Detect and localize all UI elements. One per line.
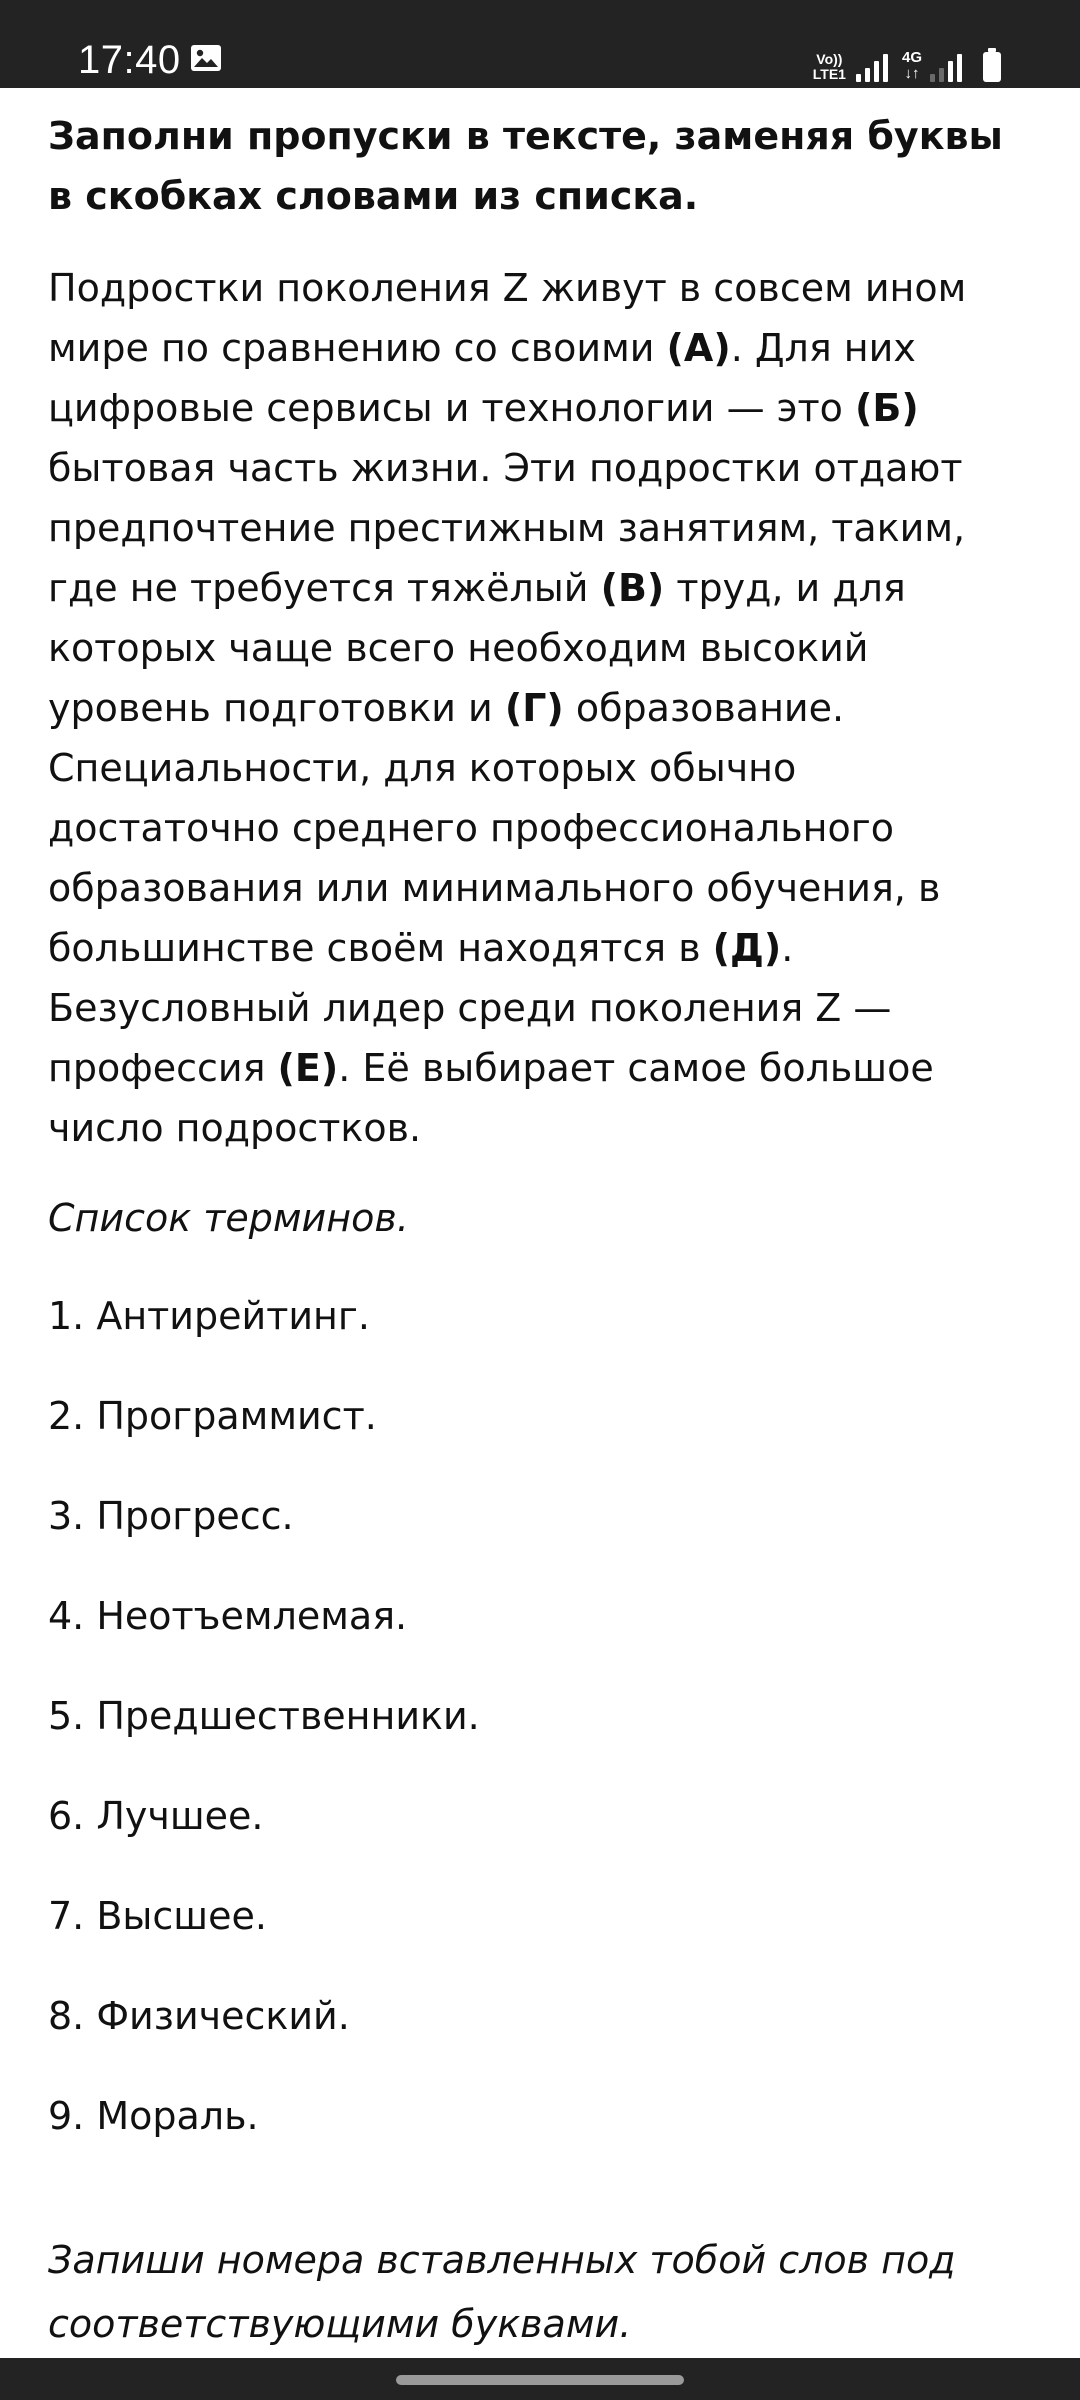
terms-list-title: Список терминов. xyxy=(48,1196,409,1240)
task-text xyxy=(48,258,1038,1158)
text-segment: Подростки поколения Z живут в совсем ином мире по сравнению со своими xyxy=(48,266,967,370)
gap-marker-a: (А) xyxy=(666,326,731,370)
battery-icon xyxy=(982,48,1002,82)
gap-marker-e: (Е) xyxy=(277,1046,339,1090)
status-indicators xyxy=(813,38,1002,82)
term-item: 2. Программист. xyxy=(48,1394,377,1438)
status-time: 17:40 xyxy=(78,38,181,82)
gallery-icon xyxy=(190,44,222,72)
mobile-data-indicator: 4G ↓↑ xyxy=(901,49,922,82)
answer-instruction: Запиши номера вставленных тобой слов под соответствующими буквами. xyxy=(48,2238,956,2346)
term-item: 1. Антирейтинг. xyxy=(48,1294,370,1338)
term-item: 5. Предшественники. xyxy=(48,1694,480,1738)
home-indicator[interactable] xyxy=(396,2375,684,2385)
navigation-bar xyxy=(0,2358,1080,2400)
term-item: 6. Лучшее. xyxy=(48,1794,264,1838)
text-segment: . Безусловный лидер среди поколения Z — профессия xyxy=(48,926,892,1090)
signal-icon xyxy=(856,50,888,82)
gap-marker-v: (В) xyxy=(600,566,665,610)
text-segment: образование. Специальности, для которых обычно достаточно среднего профессионального образования или минимального обучения, в большинстве своём находятся в xyxy=(48,686,941,970)
text-segment: . Её выбирает самое большое число подростков. xyxy=(48,1046,934,1150)
term-item: 7. Высшее. xyxy=(48,1894,267,1938)
term-item: 8. Физический. xyxy=(48,1994,350,2038)
volte-indicator: Vo)) LTE1 xyxy=(812,51,846,82)
text-segment: бытовая часть жизни. Эти подростки отдают предпочтение престижным занятиям, таким, где не требуется тяжёлый xyxy=(48,446,966,610)
status-bar xyxy=(0,0,1080,88)
term-item: 9. Мораль. xyxy=(48,2094,259,2138)
text-segment: труд, и для которых чаще всего необходим высокий уровень подготовки и xyxy=(48,566,906,730)
task-content xyxy=(48,88,1038,2356)
gap-marker-b: (Б) xyxy=(854,386,919,430)
text-segment: . Для них цифровые сервисы и технологии — это xyxy=(48,326,916,430)
gap-marker-g: (Г) xyxy=(504,686,564,730)
task-heading: Заполни пропуски в тексте, заменяя буквы в скобках словами из списка. xyxy=(48,114,1003,218)
gap-marker-d: (Д) xyxy=(712,926,782,970)
term-item: 4. Неотъемлемая. xyxy=(48,1594,408,1638)
signal-icon xyxy=(930,50,962,82)
terms-list xyxy=(48,1286,1038,2146)
term-item: 3. Прогресс. xyxy=(48,1494,294,1538)
